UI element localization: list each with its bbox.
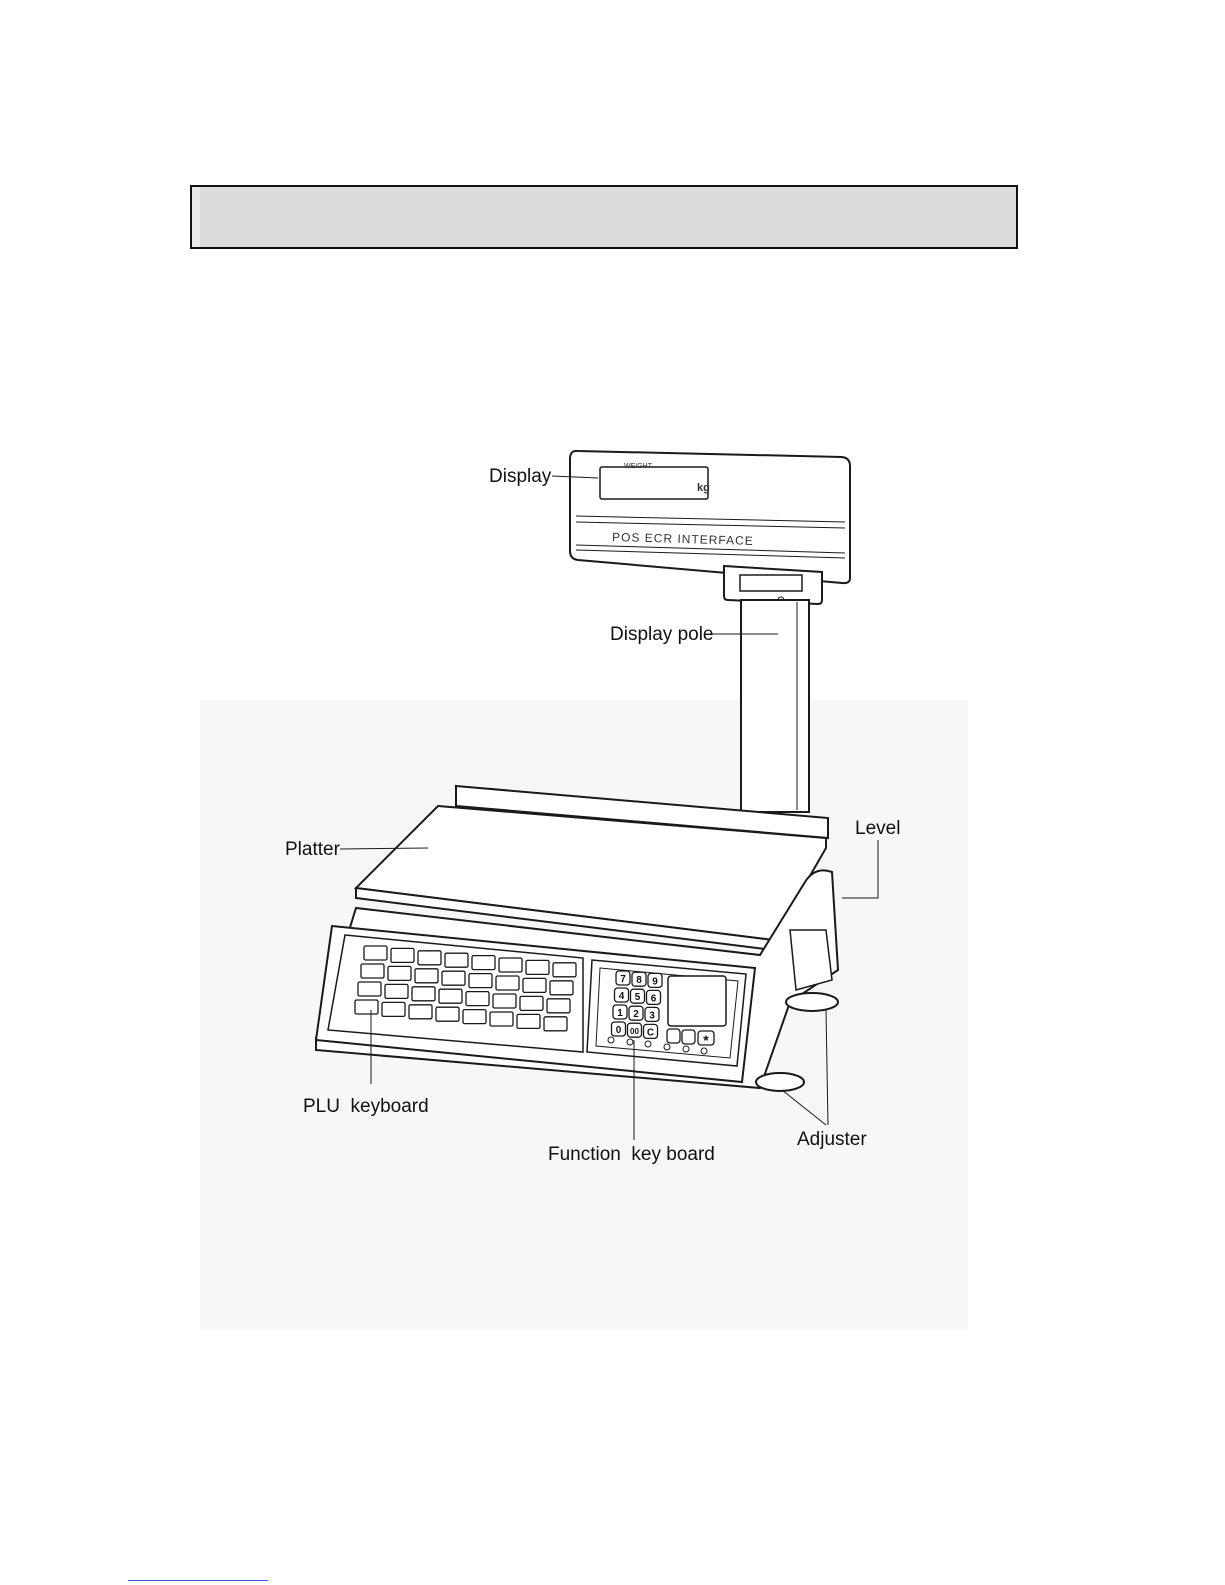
plu-key <box>382 1002 405 1016</box>
plu-key <box>439 989 462 1003</box>
plu-key <box>445 953 468 967</box>
function-key-label: 7 <box>620 974 626 985</box>
plu-key <box>526 960 549 974</box>
indicator-lamp <box>664 1044 670 1050</box>
plu-key <box>385 984 408 998</box>
function-key-label: 1 <box>617 1008 623 1019</box>
plu-key <box>355 1000 378 1014</box>
plu-key <box>409 1005 432 1019</box>
indicator-lamp <box>608 1037 614 1043</box>
function-key-label: 6 <box>650 993 657 1005</box>
function-key-label: 5 <box>634 992 641 1004</box>
label-function-keyboard: Function key board <box>548 1144 715 1165</box>
star-key-label: * <box>703 1032 709 1048</box>
plu-key <box>436 1007 459 1021</box>
plu-key <box>442 971 465 985</box>
plu-key <box>418 951 441 965</box>
plu-key <box>517 1014 540 1028</box>
function-key-label: 0 <box>615 1025 622 1036</box>
footnote-rule <box>128 1580 268 1581</box>
plu-key <box>358 982 381 996</box>
plu-key <box>490 1012 513 1026</box>
function-side-key <box>667 1029 680 1043</box>
plu-key <box>361 964 384 978</box>
function-key-label: 8 <box>636 975 642 987</box>
function-key-label: 3 <box>649 1010 655 1022</box>
label-level: Level <box>855 818 901 839</box>
indicator-lamp <box>627 1039 633 1045</box>
label-platter: Platter <box>285 839 340 860</box>
plu-key <box>469 974 492 988</box>
display-pole <box>741 600 809 812</box>
label-adjuster: Adjuster <box>797 1129 867 1150</box>
indicator-lamp <box>683 1046 689 1052</box>
function-key-label: C <box>646 1027 655 1039</box>
plu-key <box>553 963 576 977</box>
function-key-label: 4 <box>618 991 625 1002</box>
plu-key <box>523 978 546 992</box>
plu-key <box>472 956 495 970</box>
plu-key <box>466 992 489 1006</box>
plu-key <box>544 1017 567 1031</box>
plu-key <box>520 996 543 1010</box>
plu-key <box>547 999 570 1013</box>
plu-key <box>499 958 522 972</box>
display-head <box>570 451 850 583</box>
function-side-key <box>682 1030 695 1044</box>
function-key-label: 2 <box>633 1009 639 1021</box>
plu-key <box>391 948 414 962</box>
plu-key <box>463 1010 486 1024</box>
label-display-pole: Display pole <box>610 624 714 645</box>
label-display: Display <box>489 466 552 487</box>
plu-key <box>496 976 519 990</box>
weight-caption: WEIGHT <box>624 463 652 470</box>
display-neck <box>724 566 822 604</box>
function-key-label: 9 <box>652 976 658 988</box>
display-unit: kg <box>697 482 710 494</box>
plu-key <box>415 969 438 983</box>
indicator-lamp <box>645 1041 651 1047</box>
plu-key <box>493 994 516 1008</box>
plu-key <box>388 966 411 980</box>
plu-key <box>550 981 573 995</box>
plu-key <box>364 946 387 960</box>
display-brand-strip: POS ECR INTERFACE <box>611 530 754 548</box>
plu-key <box>412 987 435 1001</box>
indicator-lamp <box>701 1048 707 1054</box>
function-key-label: 00 <box>630 1027 639 1037</box>
label-plu-keyboard: PLU keyboard <box>303 1096 429 1117</box>
